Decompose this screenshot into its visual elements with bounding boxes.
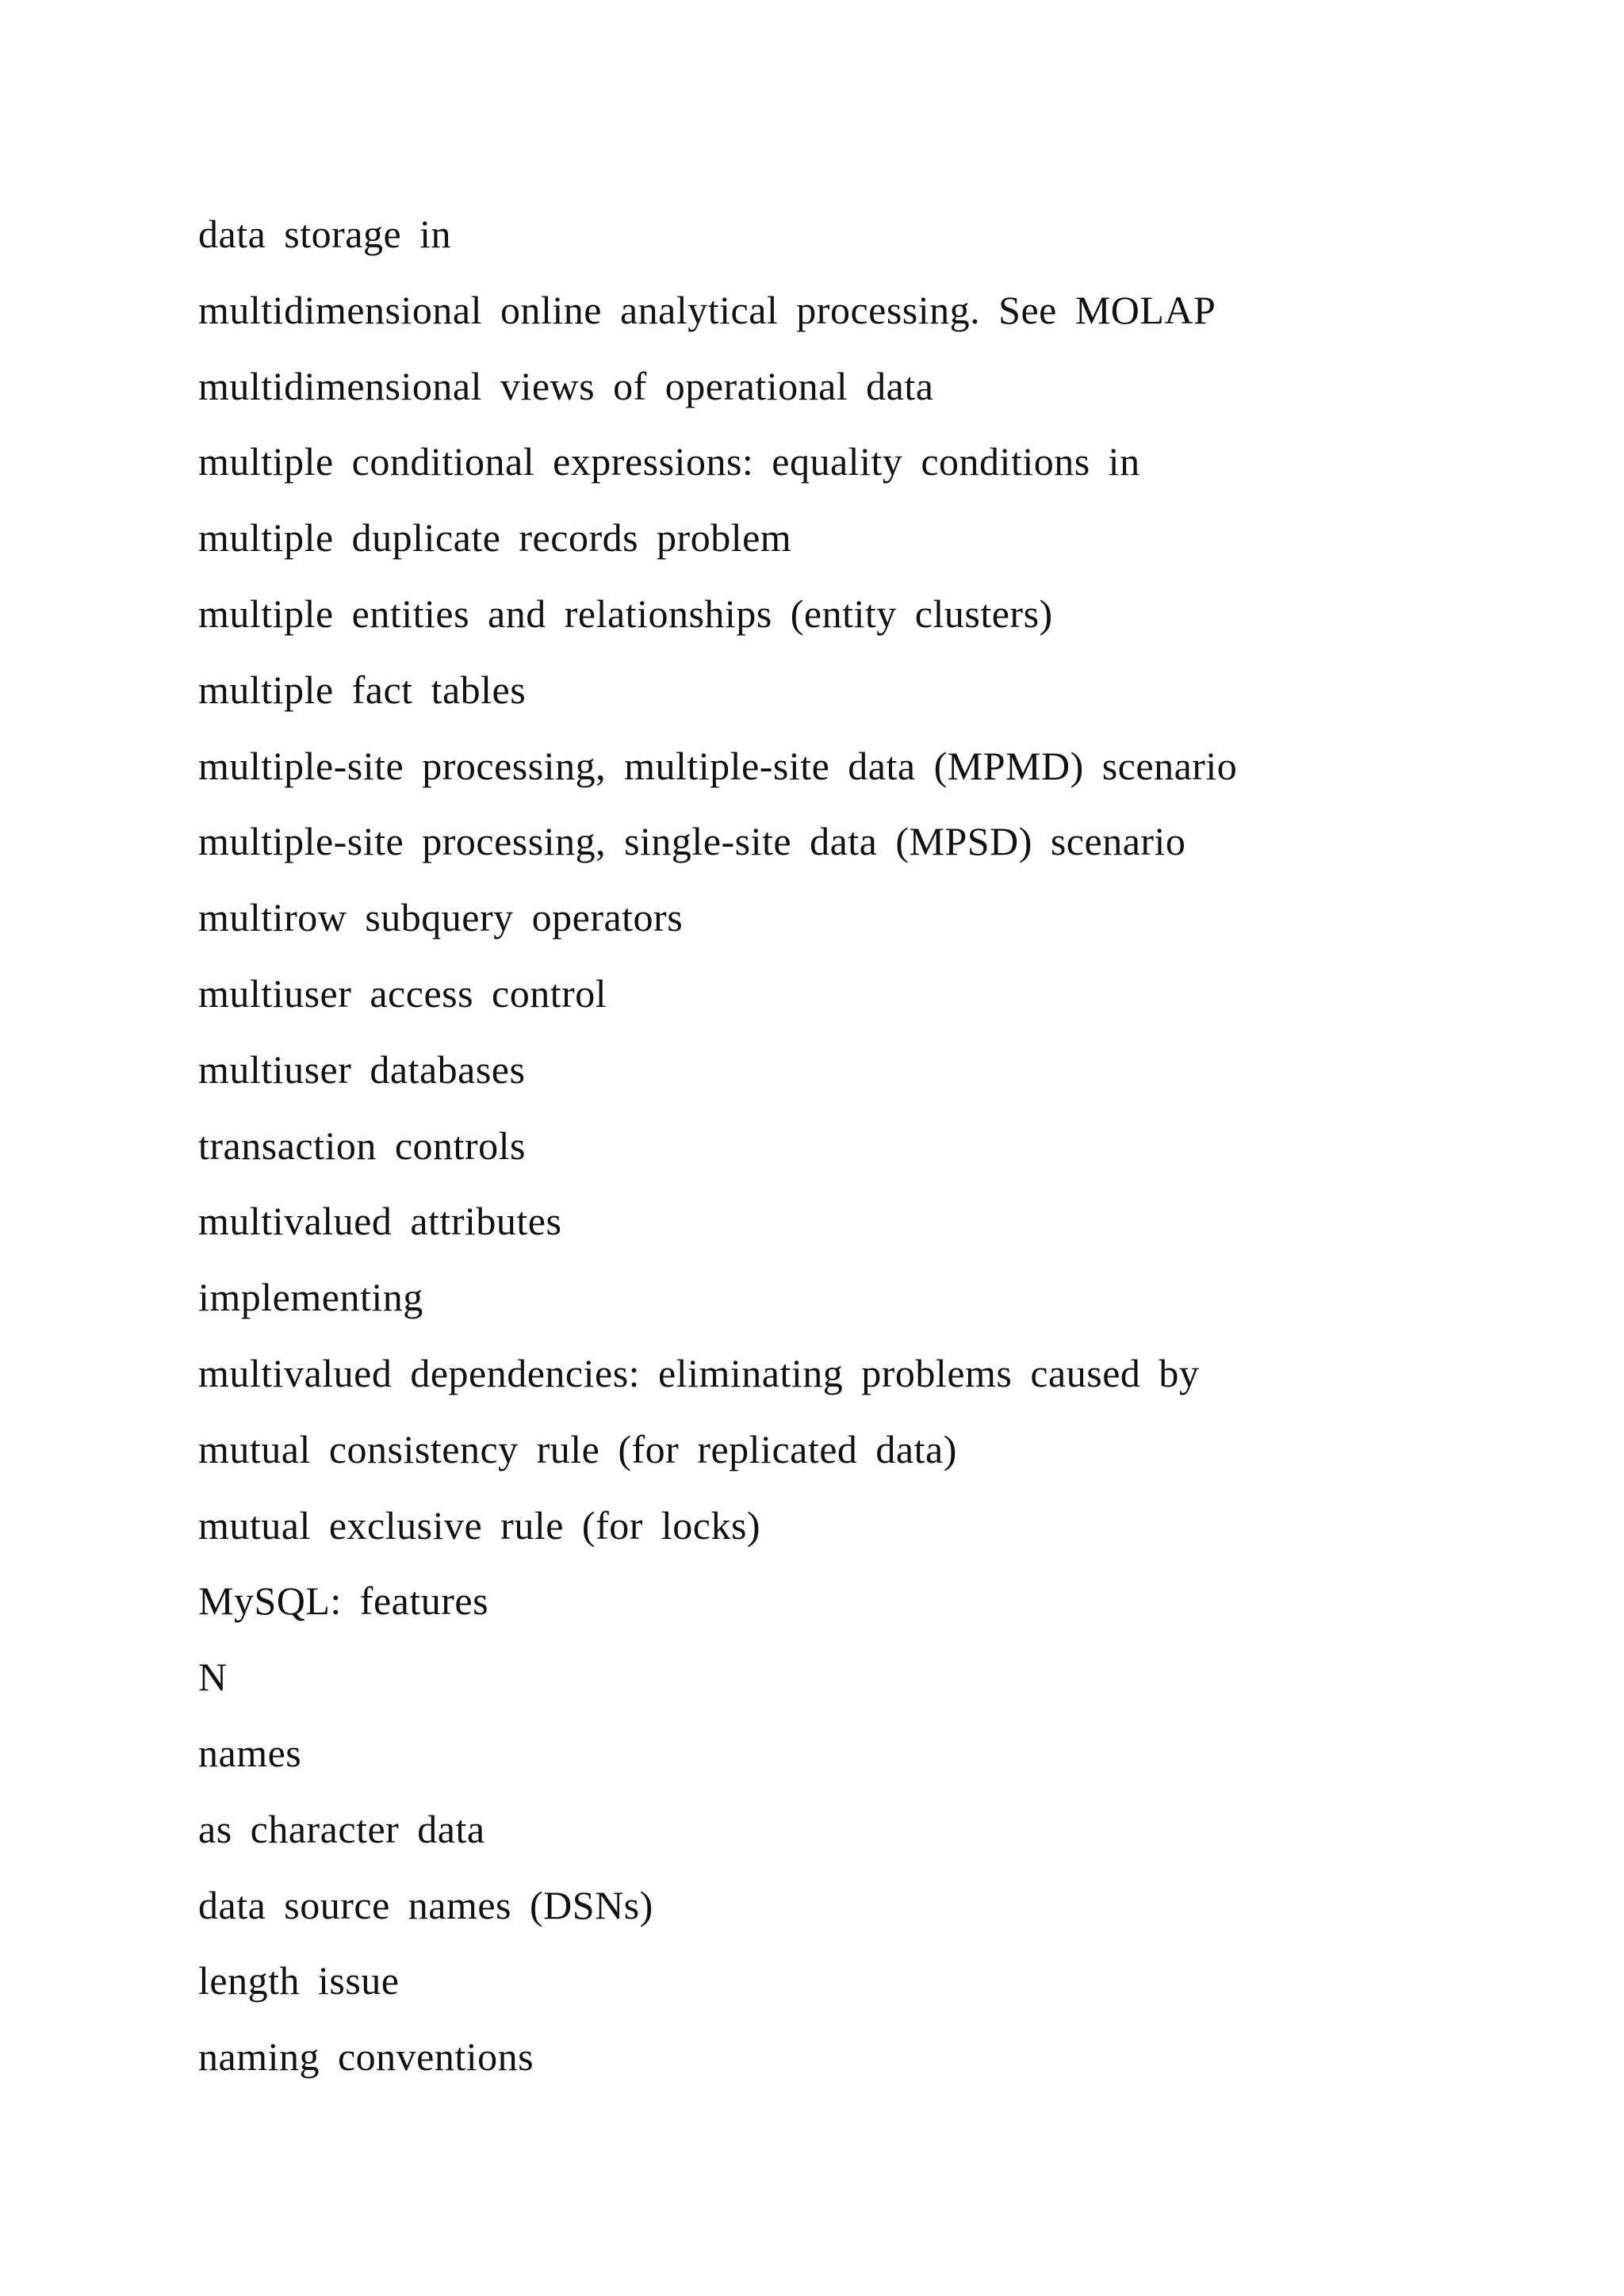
- index-entry: multiple-site processing, multiple-site data (MPMD) scenario: [198, 743, 1238, 788]
- index-list: [198, 197, 1237, 2095]
- index-entry: as character data: [198, 1806, 485, 1851]
- index-entry: multiple duplicate records problem: [198, 515, 792, 561]
- index-entry: multiple-site processing, single-site data (MPSD) scenario: [198, 819, 1186, 864]
- index-entry: transaction controls: [198, 1123, 526, 1168]
- index-entry: multidimensional views of operational data: [198, 363, 934, 408]
- index-entry: MySQL: features: [198, 1578, 489, 1624]
- index-entry: multivalued attributes: [198, 1199, 562, 1244]
- index-entry: multiuser databases: [198, 1047, 526, 1092]
- index-entry: mutual exclusive rule (for locks): [198, 1502, 761, 1548]
- index-entry: data storage in: [198, 212, 452, 256]
- index-entry: naming conventions: [198, 2034, 534, 2080]
- index-entry: implementing: [198, 1275, 423, 1320]
- index-entry: multidimensional online analytical processing. See MOLAP: [198, 287, 1216, 332]
- index-entry: data source names (DSNs): [198, 1882, 653, 1927]
- index-entry: multiple conditional expressions: equality conditions in: [198, 439, 1140, 484]
- index-entry: multirow subquery operators: [198, 895, 684, 940]
- index-entry: multivalued dependencies: eliminating problems caused by: [198, 1350, 1200, 1395]
- index-entry: mutual consistency rule (for replicated data): [198, 1426, 957, 1471]
- index-entry: multiuser access control: [198, 970, 607, 1016]
- index-entry: multiple fact tables: [198, 667, 527, 712]
- index-entry: multiple entities and relationships (entity clusters): [198, 591, 1053, 636]
- section-letter-heading: N: [198, 1655, 228, 1700]
- index-entry: length issue: [198, 1958, 400, 2003]
- index-entry: names: [198, 1730, 302, 1775]
